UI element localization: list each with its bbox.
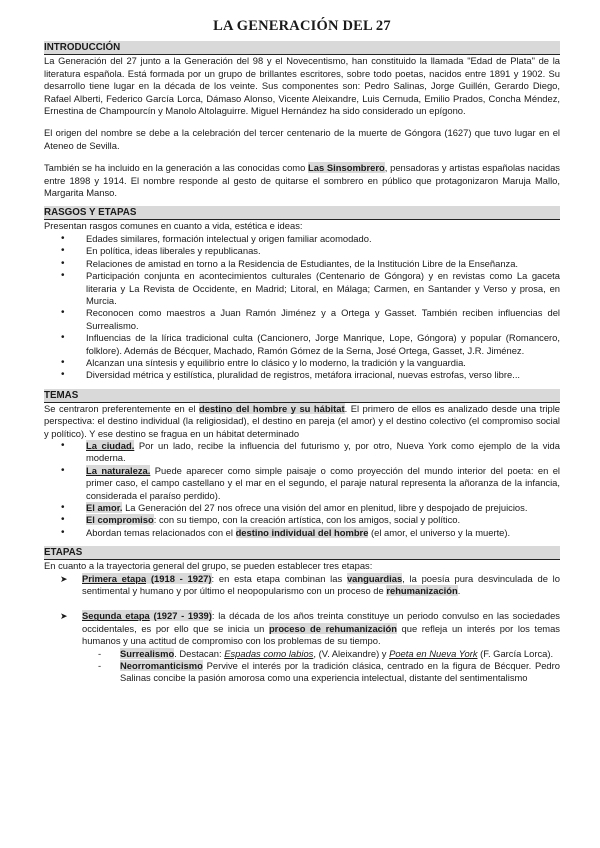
sub-text: (F. García Lorca). [477,647,554,659]
list-item: • Edades similares, formación intelectual y origen familiar acomodado. [86,233,560,245]
list-item [86,465,560,502]
page-title: LA GENERACIÓN DEL 27 [213,18,391,34]
tema-text: Por un lado, recibe la influencia del futurismo y, por otro, Nueva York como ejemplo de la vida moderna. [86,439,560,464]
section-heading-introduccion: INTRODUCCIÓN [44,41,560,55]
list-item: • Reconocen como maestros a Juan Ramón Jiménez y a Ortega y Gasset. También reciben influencias del Surrealismo. [86,307,560,332]
etapa-text: que refleja un interés por los temas humanos y una actitud de compromiso con los problemas de su tiempo. [82,622,560,647]
list-item [120,660,560,685]
intro-paragraph-1: La Generación del 27 junto a la Generación del 98 y el Novecentismo, han constituido la llamada "Edad de Plata" de la literatura española. Está formada por un grupo de brillantes escritores, sobre todo poetas, nacidos entre 1891 y 1902. Su desarrollo tiene lugar en la década de los veinte. Sus componentes son: Pedro Salinas, Jorge Guillén, Gerardo Diego, Rafael Alberti, Federico García Lorca, Dámaso Alonso, Vicente Aleixandre, Luis Cernuda, Emilio Prados, Concha Méndez, Ernestina de Champourcín y Manolo Altolaguirre. Miguel Hernández ha sido considerado un epígono. [44,55,560,117]
etapa-years: (1927 - 1939) [149,610,212,622]
etapa-bold: rehumanización [386,585,458,597]
sub-bold: Neorromanticismo [120,660,203,672]
tema-text: : con su tiempo, con la creación artística, con los amigos, social y político. [153,514,461,526]
etapa-label: Segunda etapa [82,610,150,622]
section-heading-rasgos: RASGOS Y ETAPAS [44,206,560,220]
etapa-years: (1918 - 1927) [146,572,212,584]
temas-lead [44,403,560,440]
tema-bold: La ciudad. [86,439,135,451]
list-item: • Relaciones de amistad en torno a la Residencia de Estudiantes, de la Institución Libre de la Enseñanza. [86,258,560,270]
list-item: • Alcanzan una síntesis y equilibrio entre lo clásico y lo moderno, la tradición y la vanguardia. [86,357,560,369]
etapa-text: : en esta etapa combinan las [211,572,347,584]
sub-text: . Destacan: [174,647,225,659]
sub-text: Pervive el interés por la tradición clásica, centrado en la figura de Bécquer. Pedro Salinas concibe la pasión amorosa como una experiencia intelectual, distante del sentimentalismo [120,660,560,684]
etapa-bold: proceso de rehumanización [268,622,397,634]
intro-p3-after: , pensadoras y artistas españolas nacidas entre 1898 y 1914. El nombre responde al gesto de quitarse el sombrero en público que protagonizaron Maruja Mallo, Margarita Manso. [44,162,560,199]
intro-paragraph-3 [44,162,560,199]
tema-text-before: Abordan temas relacionados con el [86,526,236,538]
tema-text: (el amor, el universo y la muerte). [368,526,511,538]
section-heading-etapas: ETAPAS [44,546,560,560]
tema-bold: El compromiso [86,514,154,526]
temas-lead-after: . El primero de ellos es analizado desde una triple perspectiva: el destino individual (la religiosidad), el destino en pareja (el amor) y el destino colectivo (el compromiso social y político). Y ese destino se fragua en un hábitat determinado [44,402,560,439]
tema-bold: La naturaleza. [86,464,151,476]
work-title: Espadas como labios [224,647,314,659]
list-item: • Diversidad métrica y estilística, pluralidad de registros, metáfora irracional, nuevas estrofas, verso libre... [86,369,560,381]
list-item [120,648,560,660]
etapa-text: : la década de los años treinta constituye un periodo convulso en las sociedades occidentales, es por ello que se inicia un [82,610,560,634]
rasgos-lead: Presentan rasgos comunes en cuanto a vida, estética e ideas: [44,220,303,232]
destino-highlight: destino del hombre y su hábitat [199,402,345,414]
section-etapas [44,546,560,685]
etapa-label: Primera etapa [82,572,147,584]
temas-list [44,440,560,539]
tema-text: Puede aparecer como simple paisaje o como proyección del mundo interior del poeta: en el primer caso, el campo castellano y el mar en el segundo, el paraje natural representa la añoranza de la infancia, considerada el paraíso perdido). [86,464,560,501]
section-heading-temas: TEMAS [44,389,560,403]
arrow-bullet-icon: ➤ [60,573,68,584]
list-item: • En política, ideas liberales y republicanas. [86,245,560,257]
list-item [86,502,560,514]
tema-text: La Generación del 27 nos ofrece una visión del amor en plenitud, libre y despojado de prejuicios. [122,502,528,513]
intro-p3-before: También se ha incluido en la generación a las conocidas como [44,162,309,174]
section-rasgos [44,206,560,381]
sinsombrero-highlight: Las Sinsombrero [308,162,385,174]
etapa-bold: vanguardias [346,572,403,584]
tema-bold: El amor. [86,502,123,513]
section-introduccion [44,41,560,199]
etapas-lead: En cuanto a la trayectoria general del grupo, se pueden establecer tres etapas: [44,560,373,572]
list-item [86,527,560,539]
list-item [86,514,560,526]
list-item: • Influencias de la lírica tradicional culta (Cancionero, Jorge Manrique, Lope, Góngora) y popular (Romancero, folklore). Además de Bécquer, Machado, Ramón Gómez de la Serna, José Ortega, Gasset, J.R. Jiménez. [86,332,560,357]
list-item: • Participación conjunta en acontecimientos culturales (Centenario de Góngora) y en revistas como La gaceta literaria y La Revista de Occidente, en Madrid; Litoral, en Málaga; Carmen, en Santander y Verso y prosa, en Murcia. [86,270,560,307]
temas-lead-before: Se centraron preferentemente en el [44,402,200,414]
list-item [86,440,560,465]
etapas-list [44,573,560,685]
section-temas [44,389,560,539]
list-item-primera-etapa [60,572,560,598]
sub-bold: Surrealismo [120,647,175,659]
intro-paragraph-2: El origen del nombre se debe a la celebración del tercer centenario de la muerte de Góngora (1627) que tuvo lugar en el Ateneo de Sevilla. [44,127,560,151]
arrow-bullet-icon: ➤ [60,611,68,622]
work-title: Poeta en Nueva York [389,647,478,659]
segunda-etapa-sublist [82,648,560,685]
tema-bold: destino individual del hombre [235,526,369,538]
etapa-text: , la poesía pura desvinculada de lo sentimental y humano y por último el neopopularismo con un proceso de [82,572,560,597]
sub-text: , (V. Aleixandre) y [313,647,390,659]
etapa-text: . [457,585,461,597]
list-item-segunda-etapa [60,610,560,684]
rasgos-list [44,233,560,382]
